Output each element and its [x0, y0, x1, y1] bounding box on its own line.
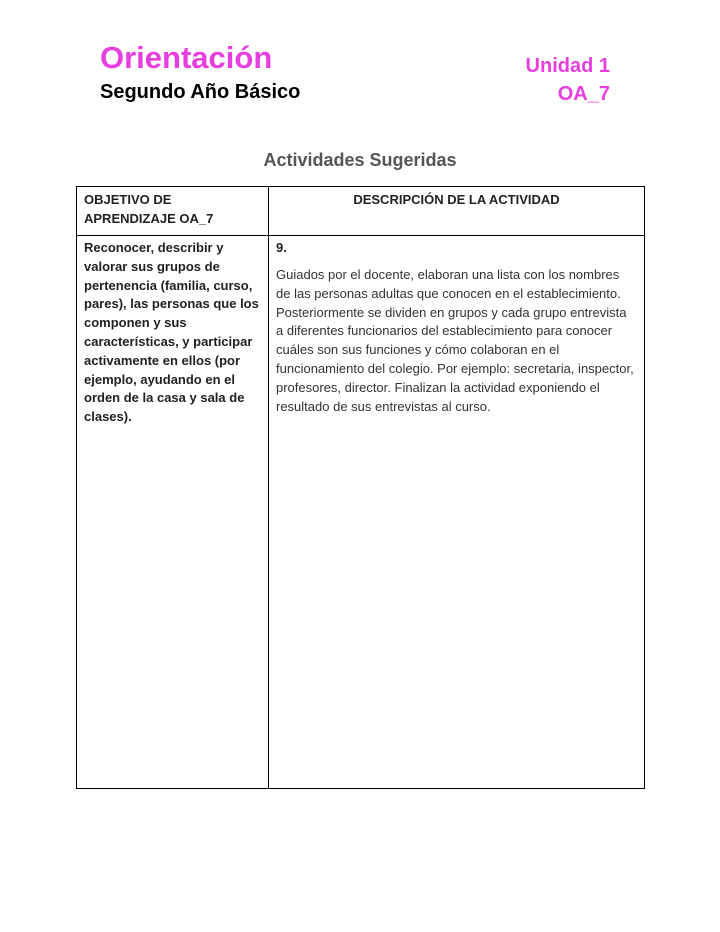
objective-cell: Reconocer, describir y valorar sus grupos de pertenencia (familia, curso, pares), las personas que los componen y sus características, y participar activamente en ellos (por ejemplo, ayudando en el orden de la casa y sala de clases). [77, 236, 269, 789]
objective-column-header: OBJETIVO DE APRENDIZAJE OA_7 [77, 187, 269, 236]
description-cell [269, 236, 645, 789]
table-row [77, 236, 645, 789]
activities-table [76, 186, 645, 789]
unit-label: Unidad 1 [525, 55, 610, 77]
description-column-header: DESCRIPCIÓN DE LA ACTIVIDAD [269, 187, 645, 236]
table-header-row [77, 187, 645, 236]
oa-code-label: OA_7 [557, 83, 610, 105]
grade-title: Segundo Año Básico [100, 81, 301, 103]
section-title: Actividades Sugeridas [263, 150, 457, 170]
activity-description: Guiados por el docente, elaboran una lista con los nombres de las personas adultas que conocen en el establecimiento. Posteriormente se dividen en grupos y cada grupo entrevista a diferentes funcionarios del establecimiento para conocer cuáles son sus funciones y cómo colaboran en el funcionamiento del colegio. Por ejemplo: secretaria, inspector, profesores, director. Finalizan la actividad exponiendo el resultado de sus entrevistas al curso. [276, 267, 634, 414]
activity-number: 9. [276, 240, 287, 255]
subject-title: Orientación [100, 40, 273, 75]
